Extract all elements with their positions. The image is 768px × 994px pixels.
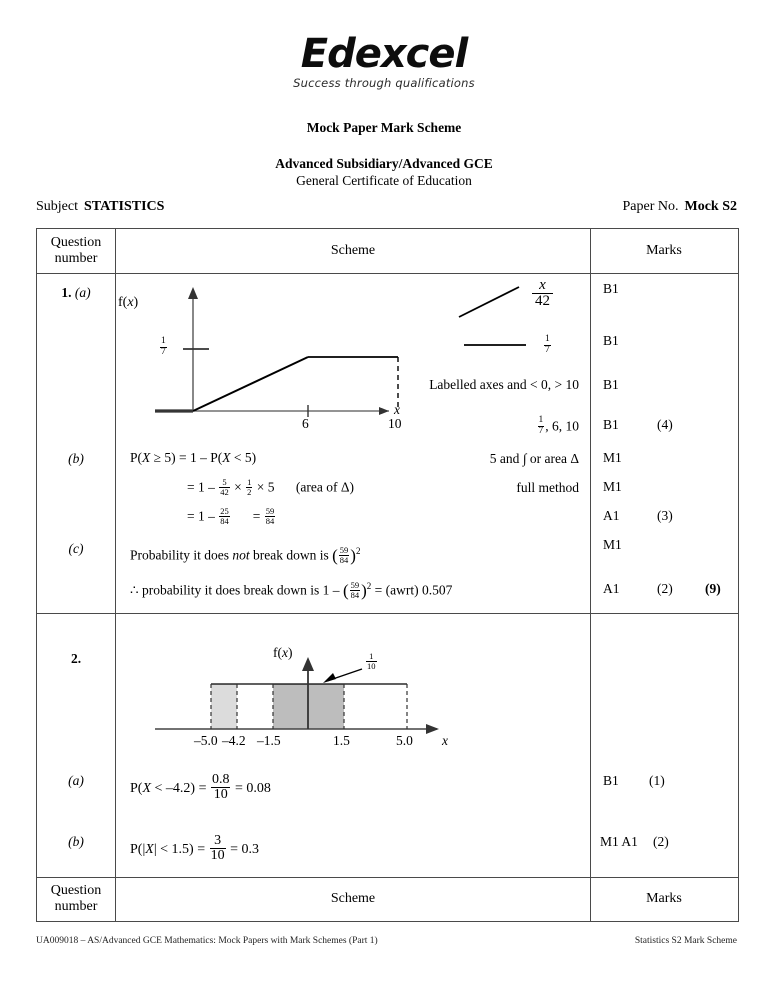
- edexcel-logo: [0, 31, 768, 90]
- mark-scheme-table: [36, 228, 739, 922]
- q2a-den: 10: [213, 787, 228, 803]
- q1b-l1-rest: ≥ 5) = 1 – P(: [150, 450, 223, 465]
- q1b-l2-note: (area of Δ): [295, 479, 355, 495]
- q1-y-tick-den: 7: [161, 346, 166, 357]
- q1-mark-5: M1: [603, 479, 622, 494]
- table-hrule-header: [37, 273, 738, 274]
- subject-group: [36, 199, 164, 215]
- q2b-pre: P(: [130, 841, 143, 857]
- q1-part-a-label: (a): [74, 285, 91, 300]
- q2-y-axis-label: f(x): [273, 645, 293, 660]
- q1-number-label: 1.: [61, 285, 72, 300]
- q1c-l1-pow: 2: [355, 546, 361, 556]
- q1b-l1-tail: < 5): [230, 450, 257, 465]
- footer-right: Statistics S2 Mark Scheme: [634, 936, 737, 946]
- col-footer-scheme: Scheme: [330, 891, 376, 906]
- q2b-mid: < 1.5) =: [156, 841, 209, 857]
- q1c-l2-den: 84: [350, 589, 360, 600]
- table-hrule-q2-footer: [37, 877, 738, 878]
- q1-flat-den: 7: [545, 344, 550, 355]
- q1-mark-4: M1: [603, 450, 622, 465]
- paper-label: Paper No.: [622, 199, 679, 214]
- document-subtitle-plain: General Certificate of Education: [296, 173, 472, 188]
- q1-annotation-slope-line: [457, 285, 527, 319]
- q1-part-b-label: (b): [68, 451, 84, 466]
- q1-values-rest: , 6, 10: [545, 418, 579, 434]
- q2a-var: X: [142, 780, 152, 796]
- q1-mark-total: (9): [705, 581, 721, 596]
- q2b-bar2: |: [153, 841, 157, 857]
- q1b-l1-var: X: [142, 450, 151, 465]
- q1-mark-0: B1: [603, 281, 619, 296]
- q1c-l2-pre: ∴ probability it does break down is 1 –: [130, 582, 343, 598]
- table-hrule-q1-q2: [37, 613, 738, 614]
- q1-values-num: 1: [538, 415, 544, 425]
- q1-slope-den: 42: [535, 293, 550, 310]
- q1c-l1-post: break down is: [249, 547, 333, 563]
- q1-pdf-graph: [117, 281, 417, 431]
- q2-height-num: 1: [366, 652, 377, 662]
- q1c-l1-den: 84: [339, 554, 349, 565]
- q1b-line-3: [187, 508, 276, 526]
- q2b-line: [130, 835, 259, 865]
- col-footer-marks: Marks: [646, 891, 682, 906]
- document-subtitle-bold: Advanced Subsidiary/Advanced GCE: [275, 156, 493, 171]
- col-footer-question-line1: Question: [50, 883, 102, 898]
- q1-x-axis-label: x: [394, 402, 400, 417]
- q1b-l3-f1-num: 25: [220, 506, 229, 516]
- q2-mark-0: B1: [603, 773, 619, 788]
- col-header-marks: Marks: [646, 243, 682, 258]
- q1-mark-3-sub: (4): [657, 417, 673, 432]
- q1b-l3-pre: = 1 –: [187, 508, 219, 524]
- q1b-l3-eq: =: [252, 508, 261, 524]
- footer-left: UA009018 – AS/Advanced GCE Mathematics: Mock Papers with Mark Schemes (Part 1): [36, 936, 378, 946]
- q1-annotation-method-note-1: 5 and ∫ or area Δ: [489, 451, 579, 466]
- subject-paper-row: [36, 199, 737, 215]
- q1b-l1-pre: P(: [130, 450, 143, 465]
- q2b-post: = 0.3: [226, 841, 259, 857]
- subject-label: Subject: [36, 199, 78, 214]
- q2-tick-label-3: 1.5: [333, 733, 350, 748]
- q1-annotation-axes-note: Labelled axes and < 0, > 10: [429, 377, 579, 392]
- col-header-scheme: Scheme: [330, 243, 376, 258]
- q1b-l3-f2-den: 84: [265, 515, 275, 526]
- q2-pdf-graph: [137, 637, 457, 757]
- q1-mark-8: A1: [603, 581, 620, 596]
- q1b-l2-post: × 5: [253, 479, 275, 495]
- q2a-mid: < –4.2) =: [151, 780, 210, 796]
- q1c-line-1: Probability it does not break down is ( $\frac{59}{84}$ )$^2$: [130, 545, 361, 566]
- q1b-l2-f1-num: 5: [219, 478, 230, 488]
- q1b-l2-mid: ×: [230, 479, 246, 495]
- q1-y-axis-label: f(x): [118, 295, 139, 310]
- q2a-pre: P(: [130, 780, 143, 796]
- q2-tick-label-4: 5.0: [396, 733, 413, 748]
- q1-mark-6-sub: (3): [657, 508, 673, 523]
- q2b-var: X: [145, 841, 154, 857]
- q1c-l2-num: 59: [350, 580, 360, 591]
- q1-annotation-flat-fraction: [543, 336, 552, 356]
- q1-mark-1: B1: [603, 333, 619, 348]
- q2a-num: 0.8: [211, 772, 230, 787]
- q1-y-tick-label: [159, 338, 168, 358]
- q1-mark-2: B1: [603, 377, 619, 392]
- table-vrule-left: [115, 229, 116, 921]
- q2a-line: [130, 774, 271, 804]
- q1-mark-8-sub: (2): [657, 581, 673, 596]
- q2-tick-label-2: –1.5: [257, 733, 281, 748]
- q1-mark-6: A1: [603, 508, 620, 523]
- paper-value: Mock S2: [684, 199, 737, 214]
- q2-height-den: 10: [367, 660, 376, 671]
- q1-mark-3: B1: [603, 417, 619, 432]
- q1b-l2-f1-den: 42: [220, 486, 229, 497]
- q1c-l2-pow: 2: [366, 581, 372, 591]
- q1-slope-num: x: [532, 278, 553, 294]
- q1b-l3-f2-num: 59: [265, 506, 275, 516]
- q1c-l1-num: 59: [339, 545, 349, 556]
- col-header-question-line2: number: [54, 251, 98, 266]
- q1b-l2-f2-num: 1: [247, 477, 252, 487]
- q1b-l2-pre: = 1 –: [187, 479, 219, 495]
- logo-tagline: Success through qualifications: [293, 76, 475, 90]
- q1b-l2-f2-den: 2: [247, 486, 252, 497]
- q1-x-tick-10: 10: [388, 416, 402, 431]
- q1b-line-2: [187, 479, 354, 497]
- question-2-number: 2.: [70, 651, 82, 666]
- q1-values-den: 7: [538, 425, 544, 436]
- q2b-num: 3: [210, 834, 226, 849]
- q1b-l3-f1-den: 84: [220, 515, 229, 526]
- q2-tick-label-0: –5.0: [194, 733, 218, 748]
- q2b-den: 10: [210, 848, 225, 864]
- q2-mark-0-sub: (1): [649, 773, 665, 788]
- q2-part-a-label: (a): [68, 773, 84, 788]
- col-footer-question-line2: number: [54, 899, 98, 914]
- question-1-number: [37, 285, 115, 301]
- document-title: Mock Paper Mark Scheme: [306, 120, 462, 135]
- q2-height-label: [365, 653, 378, 671]
- q1-annotation-slope-fraction: [531, 279, 554, 311]
- q2-mark-1: M1 A1: [600, 834, 638, 849]
- col-header-question-number: [37, 235, 115, 267]
- subject-value: STATISTICS: [84, 199, 165, 214]
- q1b-line-1: [130, 450, 256, 466]
- q2-mark-1-sub: (2): [653, 834, 669, 849]
- q1-y-tick-num: 1: [161, 336, 166, 346]
- q1-x-tick-6: 6: [302, 416, 309, 431]
- q2-x-axis-label: x: [442, 733, 448, 748]
- q1c-l1-pre: Probability it does: [130, 547, 233, 563]
- q2a-post: = 0.08: [231, 780, 271, 796]
- col-footer-question-number: [37, 883, 115, 915]
- q1-mark-7: M1: [603, 537, 622, 552]
- col-header-question-line1: Question: [50, 235, 102, 250]
- q1-flat-num: 1: [545, 334, 550, 344]
- q1-annotation-flat-line: [462, 341, 532, 349]
- q1-annotation-method-note-2: full method: [516, 480, 579, 495]
- q1-part-c-label: (c): [68, 541, 84, 556]
- q2b-bar1: |: [142, 841, 146, 857]
- q2-part-b-label: (b): [68, 834, 84, 849]
- paper-group: [623, 199, 738, 215]
- q2-tick-label-1: –4.2: [222, 733, 246, 748]
- q1b-l1-var2: X: [222, 450, 231, 465]
- q1c-l2-post: = (awrt) 0.507: [371, 582, 453, 598]
- q1-annotation-values-note: [417, 417, 579, 437]
- logo-wordmark: Edexcel: [300, 31, 468, 77]
- table-vrule-right: [590, 229, 591, 921]
- q1c-line-2: ∴ probability it does break down is 1 – ( $\frac{59}{84}$ )$^2$ = (awrt) 0.507: [130, 580, 453, 601]
- q1c-l1-it: not: [232, 547, 250, 563]
